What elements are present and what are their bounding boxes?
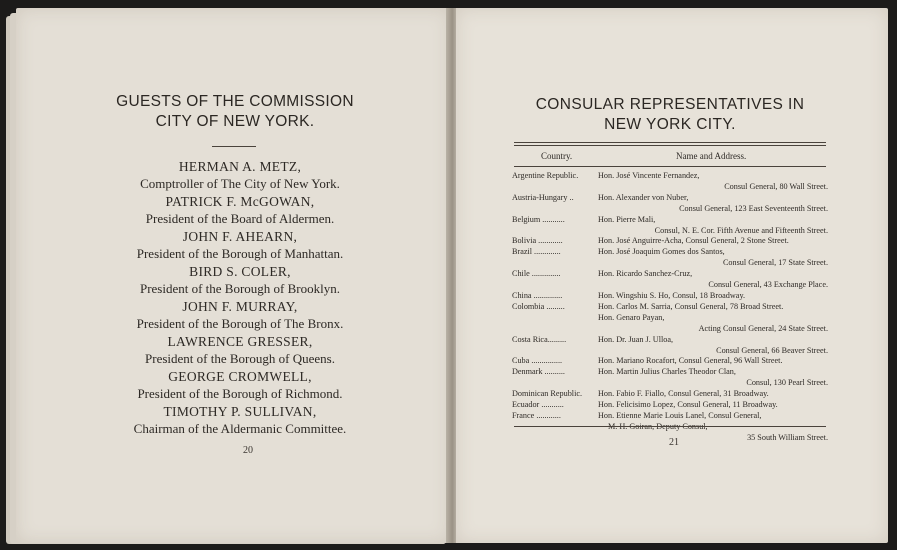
rep-cell [598, 302, 828, 335]
consular-table [512, 171, 828, 444]
rep-line: Consul, N. E. Cor. Fifth Avenue and Fifteenth Street. [654, 225, 828, 235]
rep-line: Consul, 130 Pearl Street. [746, 378, 828, 388]
rep-line: Consul General, 17 State Street. [722, 258, 828, 268]
rep-line: Hon. Genaro Payan, [598, 312, 665, 322]
column-header-country: Country. [541, 151, 573, 161]
guest-title: President of the Borough of The Bronx. [136, 316, 344, 331]
guest-entry [110, 403, 370, 438]
guest-entry [110, 333, 370, 368]
country-cell: Argentine Republic. [512, 171, 579, 180]
left-page-title: GUESTS OF THE COMMISSION [116, 93, 354, 110]
rep-line: Hon. José Joaquim Gomes dos Santos, [598, 247, 725, 257]
rep-line: Acting Consul General, 24 State Street. [698, 323, 828, 333]
right-page-subtitle: NEW YORK CITY. [604, 116, 736, 133]
table-row [512, 236, 828, 247]
table-row [512, 356, 828, 367]
guest-name: LAWRENCE GRESSER, [167, 334, 313, 349]
table-row [512, 400, 828, 411]
header-rule [514, 166, 826, 167]
guest-name: BIRD S. COLER, [189, 264, 291, 279]
rep-line: Consul General, 43 Exchange Place. [708, 280, 828, 290]
rep-line: Hon. Felicisimo Lopez, Consul General, 11 Broadway. [598, 400, 778, 410]
country-cell: Denmark .......... [512, 367, 565, 377]
guest-name: PATRICK F. McGOWAN, [165, 194, 315, 209]
country-cell: Costa Rica......... [512, 334, 567, 344]
guest-title: Chairman of the Aldermanic Committee. [133, 421, 347, 436]
rep-line: Hon. José Anguirre-Acha, Consul General, 2 Stone Street. [598, 236, 789, 246]
guest-entry [110, 368, 370, 403]
rep-cell [598, 335, 828, 357]
country-cell: China .............. [512, 290, 563, 300]
title-divider [212, 146, 256, 147]
guest-entry [110, 228, 370, 263]
footer-rule [514, 426, 826, 427]
guest-name: JOHN F. AHEARN, [182, 229, 298, 244]
page-number: 20 [243, 445, 253, 456]
table-row [512, 171, 828, 193]
rep-cell [598, 193, 828, 215]
guest-name: TIMOTHY P. SULLIVAN, [163, 404, 317, 419]
guest-entry [110, 158, 370, 193]
rep-cell [598, 356, 828, 367]
header-rule [514, 145, 826, 146]
rep-cell [598, 247, 828, 269]
rep-line: Hon. Dr. Juan J. Ulloa, [598, 334, 674, 344]
table-row [512, 302, 828, 335]
country-cell: Belgium ........... [512, 214, 565, 224]
guest-name: HERMAN A. METZ, [178, 159, 302, 174]
rep-line: 35 South William Street. [747, 432, 828, 442]
guest-title: President of the Borough of Richmond. [137, 386, 343, 401]
guest-title: President of the Borough of Manhattan. [136, 246, 344, 261]
table-row [512, 215, 828, 237]
rep-cell [598, 291, 828, 302]
guest-entry [110, 298, 370, 333]
rep-cell [598, 171, 828, 193]
guest-title: President of the Borough of Brooklyn. [139, 281, 341, 296]
country-cell: Brazil ............. [512, 247, 561, 257]
rep-line: Consul General, 80 Wall Street. [724, 181, 828, 191]
page-number: 21 [669, 437, 679, 448]
table-row [512, 335, 828, 357]
rep-line: Hon. Wingshiu S. Ho, Consul, 18 Broadway. [598, 290, 746, 300]
rep-cell [598, 215, 828, 237]
rep-line: Hon. Martin Julius Charles Theodor Clan, [598, 367, 736, 377]
guest-name: JOHN F. MURRAY, [182, 299, 298, 314]
table-row [512, 389, 828, 400]
country-cell: Cuba ............... [512, 356, 563, 366]
guest-title: Comptroller of The City of New York. [140, 176, 340, 191]
rep-line: Hon. Fabio F. Fiallo, Consul General, 31 Broadway. [598, 389, 769, 399]
table-row [512, 291, 828, 302]
country-cell: Colombia ......... [512, 301, 565, 311]
country-cell: Austria-Hungary .. [512, 192, 574, 202]
rep-line: Hon. Alexander von Nuber, [598, 192, 689, 202]
rep-line: Hon. Ricardo Sanchez-Cruz, [598, 269, 693, 279]
rep-line: Consul General, 66 Beaver Street. [716, 345, 828, 355]
rep-line: Hon. Etienne Marie Louis Lanel, Consul General, [598, 410, 762, 420]
rep-cell [598, 400, 828, 411]
right-page-title: CONSULAR REPRESENTATIVES IN [535, 96, 805, 113]
guest-entry [110, 193, 370, 228]
table-row [512, 247, 828, 269]
rep-cell [598, 389, 828, 400]
rep-line: Consul General, 123 East Seventeenth Street. [679, 203, 828, 213]
rep-line: Hon. José Vincente Fernandez, [598, 171, 700, 180]
guest-name: GEORGE CROMWELL, [168, 369, 312, 384]
rep-cell [598, 367, 828, 389]
table-row [512, 269, 828, 291]
country-cell: Bolivia ............ [512, 236, 563, 246]
country-cell: Ecuador ........... [512, 400, 564, 410]
country-cell: France ............ [512, 410, 561, 420]
table-row [512, 367, 828, 389]
rep-line: Hon. Carlos M. Sarria, Consul General, 78 Broad Street. [598, 301, 784, 311]
column-header-name-address: Name and Address. [676, 151, 747, 161]
rep-cell [598, 269, 828, 291]
guest-entry [110, 263, 370, 298]
header-rule [514, 142, 826, 143]
rep-cell [598, 411, 828, 444]
country-cell: Chile .............. [512, 269, 561, 279]
left-page-subtitle: CITY OF NEW YORK. [155, 113, 315, 130]
country-cell: Dominican Republic. [512, 389, 583, 399]
guest-title: President of the Board of Aldermen. [145, 211, 335, 226]
rep-line: M. H. Goiran, Deputy Consul, [608, 421, 708, 431]
rep-line: Hon. Pierre Mali, [598, 214, 656, 224]
table-row [512, 193, 828, 215]
rep-cell [598, 236, 828, 247]
guest-list [110, 158, 370, 438]
guest-title: President of the Borough of Queens. [145, 351, 335, 366]
rep-line: Hon. Mariano Rocafort, Consul General, 96 Wall Street. [598, 356, 783, 366]
